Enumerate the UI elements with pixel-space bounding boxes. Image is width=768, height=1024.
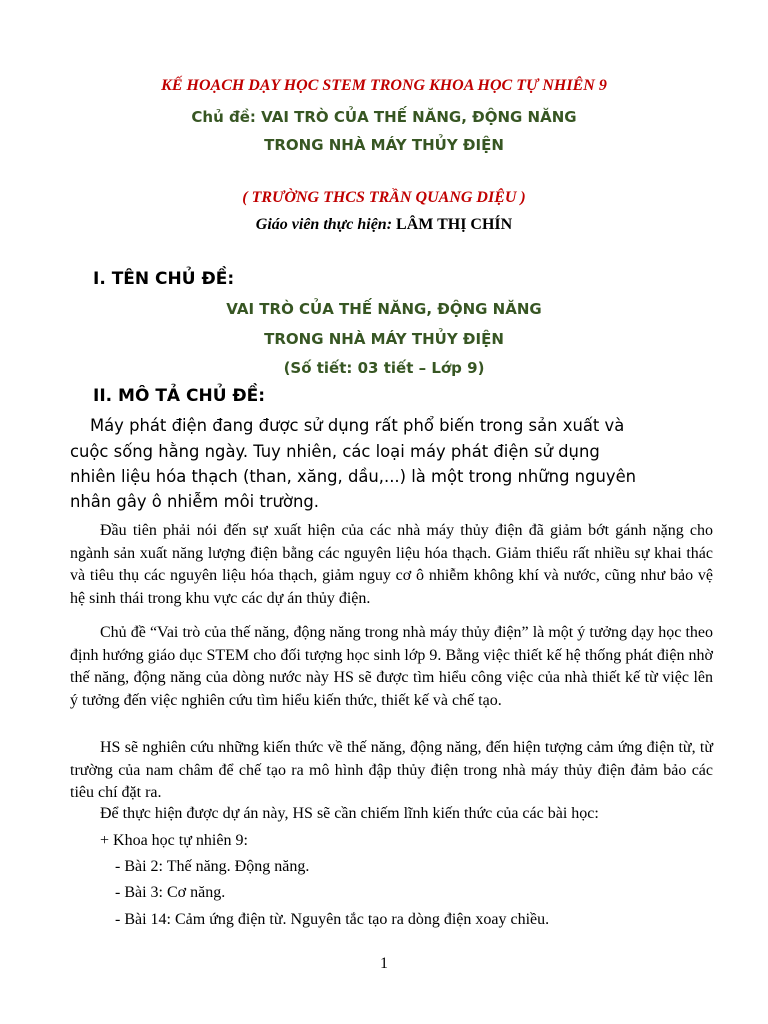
teacher-name: LÂM THỊ CHÍN [396, 216, 513, 233]
paragraph: Đầu tiên phải nói đến sự xuất hiện của các nhà máy thủy điện đã giảm bớt gánh nặng cho ngành sản xuất năng lượng điện bằng các nguyên liệu hóa thạch. Giảm thiểu rất nhiều sự khai thác và tiêu thụ các nguyên liệu hóa thạch, giảm nguy cơ ô nhiễm không khí và nước, cũng như bảo vệ hệ sinh thái trong khu vực các dự án thủy điện. [70, 522, 713, 607]
period-count: (Số tiết: 03 tiết – Lớp 9) [283, 359, 485, 377]
school-name: ( TRƯỜNG THCS TRẦN QUANG DIỆU ) [242, 189, 526, 206]
plan-title: KẾ HOẠCH DẠY HỌC STEM TRONG KHOA HỌC TỰ NHIÊN 9 [161, 77, 607, 94]
topic-name-line-1: VAI TRÒ CỦA THẾ NĂNG, ĐỘNG NĂNG [226, 300, 542, 318]
section-2-heading: II. MÔ TẢ CHỦ ĐỀ: [93, 386, 266, 406]
topic-line-1: Chủ đề: VAI TRÒ CỦA THẾ NĂNG, ĐỘNG NĂNG [191, 108, 577, 126]
section-1-heading: I. TÊN CHỦ ĐỀ: [93, 269, 235, 289]
topic-line-2: TRONG NHÀ MÁY THỦY ĐIỆN [264, 136, 504, 154]
subject-line: + Khoa học tự nhiên 9: [100, 832, 248, 849]
lesson-item: - Bài 14: Cảm ứng điện từ. Nguyên tắc tạo ra dòng điện xoay chiều. [115, 911, 550, 928]
intro-line: nhiên liệu hóa thạch (than, xăng, dầu,...) là một trong những nguyên [70, 467, 637, 486]
page-number: 1 [380, 955, 388, 972]
intro-line: cuộc sống hằng ngày. Tuy nhiên, các loại máy phát điện sử dụng [70, 442, 600, 461]
topic-name-line-2: TRONG NHÀ MÁY THỦY ĐIỆN [264, 330, 504, 348]
lesson-item: - Bài 3: Cơ năng. [115, 884, 226, 901]
lesson-item: - Bài 2: Thế năng. Động năng. [115, 858, 310, 875]
teacher-label: Giáo viên thực hiện: [255, 216, 393, 233]
teacher-line [0, 216, 768, 234]
paragraph: HS sẽ nghiên cứu những kiến thức về thế năng, động năng, đến hiện tượng cảm ứng điện từ, từ trường của nam châm để chế tạo ra mô hình đập thủy điện trong nhà máy thủy điện đảm bảo các tiêu chí đặt ra. [70, 739, 713, 801]
paragraph: Để thực hiện được dự án này, HS sẽ cần chiếm lĩnh kiến thức của các bài học: [100, 805, 599, 822]
intro-line: Máy phát điện đang được sử dụng rất phổ biến trong sản xuất và [90, 416, 625, 435]
paragraph: Chủ đề “Vai trò của thế năng, động năng trong nhà máy thủy điện” là một ý tưởng dạy học theo định hướng giáo dục STEM cho đối tượng học sinh lớp 9. Bằng việc thiết kế hệ thống phát điện nhờ thế năng, động năng của dòng nước này HS sẽ được tìm hiểu công việc của nhà thiết kế từ việc lên ý tưởng đến việc nghiên cứu tìm hiểu kiến thức, thiết kế và chế tạo. [70, 624, 713, 709]
intro-line: nhân gây ô nhiễm môi trường. [70, 492, 319, 511]
